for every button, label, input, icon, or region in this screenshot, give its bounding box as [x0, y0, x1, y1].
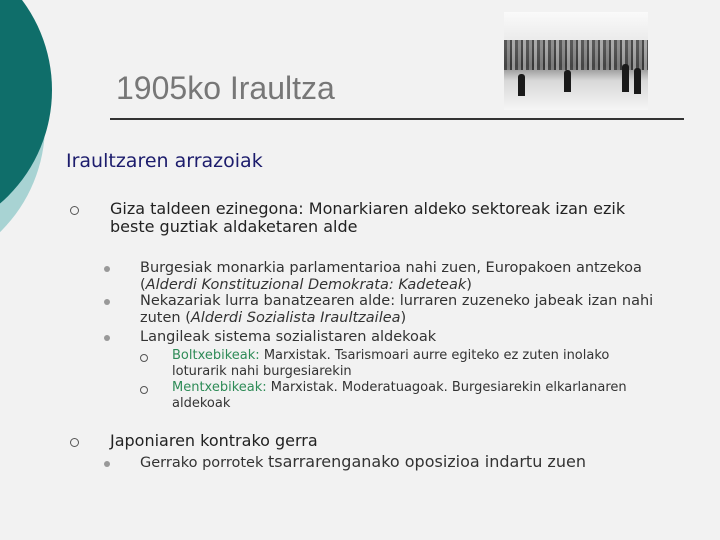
dot-bullet-icon — [104, 299, 110, 305]
photo-figure — [622, 64, 629, 92]
sub-bolsheviks: Boltxebikeak: Marxistak. Tsarismoari aurre egiteko ez zuten inolako loturarik nahi burgesiarekin — [172, 348, 610, 379]
photo-figure — [564, 70, 571, 92]
dot-bullet-icon — [104, 335, 110, 341]
historical-photo — [504, 12, 648, 110]
slide-title: 1905ko Iraultza — [116, 70, 335, 106]
sub-bourgeoisie: Burgesiak monarkia parlamentarioa nahi zuen, Europakoen antzekoa (Alderdi Konstituzional Demokrata: Kadeteak) — [140, 260, 642, 293]
ring-bullet-icon — [70, 438, 79, 447]
sub-workers: Langileak sistema sozialistaren aldekoak — [140, 329, 437, 345]
ring-bullet-icon — [140, 386, 148, 394]
sub-war-defeat: Gerrako porrotek tsarrarenganako oposizioa indartu zuen — [140, 452, 586, 471]
photo-figure — [518, 74, 525, 96]
ring-bullet-icon — [70, 206, 79, 215]
sub-mensheviks: Mentxebikeak: Marxistak. Moderatuagoak. Burgesiarekin elkarlanaren aldekoak — [172, 380, 627, 411]
title-divider — [110, 118, 684, 120]
dot-bullet-icon — [104, 266, 110, 272]
ring-bullet-icon — [140, 354, 148, 362]
sub-peasants: Nekazariak lurra banatzearen alde: lurraren zuzeneko jabeak izan nahi zuten (Alderdi Sozialista Iraultzailea) — [140, 293, 654, 326]
dot-bullet-icon — [104, 461, 110, 467]
point-war: Japoniaren kontrako gerra — [110, 431, 318, 450]
photo-figure — [634, 68, 641, 94]
section-heading: Iraultzaren arrazoiak — [66, 150, 263, 172]
point-unrest: Giza taldeen ezinegona: Monarkiaren aldeko sektoreak izan ezik beste guztiak aldaketaren alde — [110, 199, 626, 236]
